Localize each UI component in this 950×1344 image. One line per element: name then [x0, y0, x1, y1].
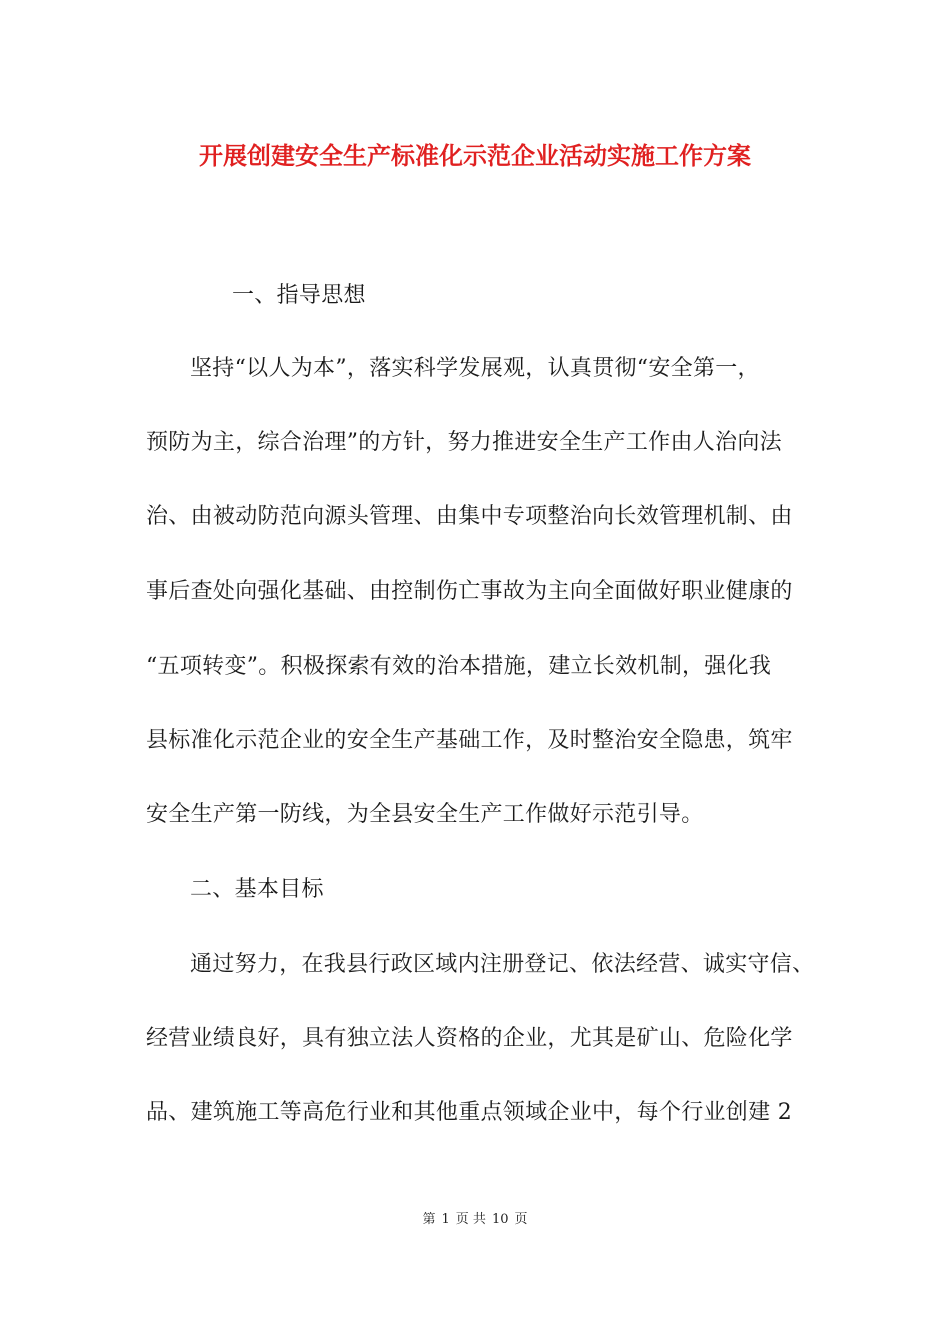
page-footer [0, 1208, 950, 1227]
section-heading-basic-goals: 二、基本目标 [190, 877, 324, 902]
paragraph-line: 通过努力，在我县行政区域内注册登记、依法经营、诚实守信、 [190, 952, 815, 977]
document-title: 开展创建安全生产标准化示范企业活动实施工作方案 [199, 141, 751, 170]
footer-mid: 页 共 [455, 1212, 486, 1227]
paragraph-line: 县标准化示范企业的安全生产基础工作，及时整治安全隐患，筑牢 [146, 728, 793, 753]
footer-prefix: 第 [422, 1212, 436, 1227]
paragraph-line: 预防为主，综合治理”的方针，努力推进安全生产工作由人治向法 [146, 430, 782, 455]
paragraph-line: 治、由被动防范向源头管理、由集中专项整治向长效管理机制、由 [146, 504, 793, 529]
total-pages-number: 10 [491, 1212, 509, 1227]
paragraph-line: 品、建筑施工等高危行业和其他重点领域企业中，每个行业创建 2 [146, 1100, 792, 1125]
footer-suffix: 页 [514, 1212, 528, 1227]
paragraph-line: 事后查处向强化基础、由控制伤亡事故为主向全面做好职业健康的 [146, 579, 793, 604]
current-page-number: 1 [441, 1212, 450, 1227]
section-heading-guiding-thought: 一、指导思想 [232, 283, 366, 308]
paragraph-line: 安全生产第一防线，为全县安全生产工作做好示范引导。 [146, 802, 704, 827]
paragraph-line: “五项转变”。积极探索有效的治本措施，建立长效机制，强化我 [146, 654, 772, 679]
paragraph-line: 经营业绩良好，具有独立法人资格的企业，尤其是矿山、危险化学 [146, 1026, 793, 1051]
paragraph-line: 坚持“以人为本”，落实科学发展观，认真贯彻“安全第一， [190, 356, 760, 381]
